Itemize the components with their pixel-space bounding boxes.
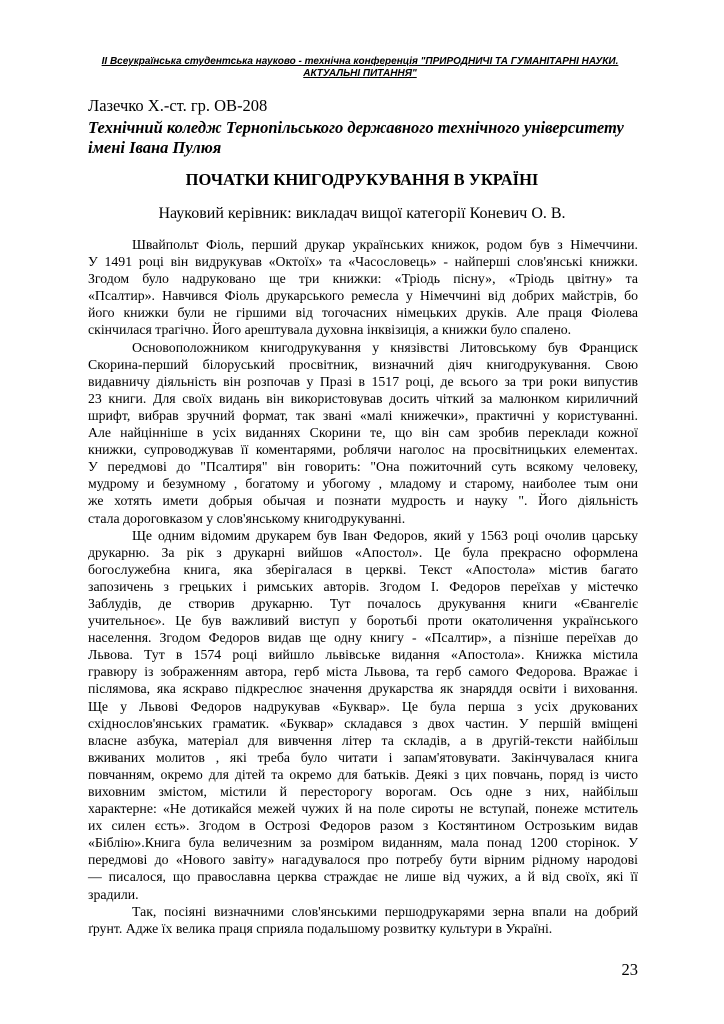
text-line: же хотять имети добрыя обычая и познати мудрость и науку ". Його діяльність	[88, 493, 638, 509]
text-line: характерне: «Не дотикайся межей чужих й на поле сироты не вступай, понеже мститель	[88, 801, 638, 817]
text-line: Заблудів, де створив друкарню. Тут почалось друкування книги «Євангеліє	[88, 595, 638, 611]
text-line: друкарню. За рік з друкарні вийшов «Апостол». Це була прекрасно оформлена	[88, 544, 638, 560]
article-title: ПОЧАТКИ КНИГОДРУКУВАННЯ В УКРАЇНІ	[185, 170, 539, 189]
text-line: стала дороговказом у слов'янському книгодрукуванні.	[88, 510, 406, 526]
text-line: книжки, супроводжував її коментарями, роблячи наголос на просвітницьких елементах.	[88, 442, 638, 458]
page-number: 23	[621, 960, 638, 979]
author-line: Лазечко Х.-ст. гр. ОВ-208	[88, 96, 268, 115]
text-line: вживаних молитов , які треба було читати і запам'ятовувати. Закінчувалася книга	[88, 749, 638, 765]
text-line: богослужебна книга, яка зберігалася в церкві. Текст «Апостола» містив багато	[88, 561, 638, 577]
text-line: 23 книги. Для своїх видань він використовував досить чіткий за малюнком кириличний	[88, 390, 638, 406]
text-line: його книжки були не гіршими від тогочасних німецьких друків. Але праця Фіолева	[88, 305, 638, 321]
supervisor-line: Науковий керівник: викладач вищої категорії Коневич О. В.	[158, 205, 566, 222]
college-line-2: імені Івана Пулюя	[88, 138, 222, 157]
text-line: учительноє». Це був важливий виступ у боротьбі проти окатоличення українського	[88, 613, 638, 629]
text-line: мудрому и безумному , богатому и убогому , младому и старому, наиболее тым они	[88, 476, 638, 492]
text-line: Основоположником книгодрукування у князівстві Литовському був Франциск	[132, 339, 638, 355]
conference-header-line-2: АКТУАЛЬНІ ПИТАННЯ"	[303, 68, 417, 79]
text-line: Скорина-перший білоруський просвітник, визначний діяч книгодрукування. Свою	[88, 356, 638, 372]
text-line: Швайпольт Фіоль, перший друкар українських книжок, родом був з Німеччини.	[132, 237, 638, 252]
text-line: «Псалтир». Навчився Фіоль друкарського ремесла у Німеччині від добрих майстрів, бо	[88, 288, 638, 304]
text-line: У передмові до "Псалтиря" він говорить: "Она пожиточний суть всякому человеку,	[88, 459, 638, 475]
text-line: Львова. Тут в 1574 році вийшло львівське видання «Апостола». Книжка містила	[88, 647, 638, 663]
text-line: Ще одним відомим друкарем був Іван Федоров, який у 1563 році очолив царську	[132, 527, 638, 543]
text-line: населення. Згодом Федоров видав ще одну книгу - «Псалтир», а пізніше переїхав до	[88, 630, 638, 646]
text-line: шрифт, вибрав зручний формат, так звані «малі книжечки», практичні у користуванні.	[88, 407, 638, 423]
paragraph	[88, 339, 638, 527]
article-body	[88, 236, 638, 937]
paragraph	[88, 903, 638, 937]
text-line: видавничу діяльність він розпочав у Празі в 1517 році, де всього за три роки випустив	[88, 373, 638, 389]
text-line: зрадили.	[88, 886, 139, 902]
conference-header-line-1: ІІ Всеукраїнська студентська науково - технічна конференція "ПРИРОДНИЧІ ТА ГУМАНІТАРНІ НАУКИ.	[101, 56, 619, 67]
text-line: Так, посіяні визначними слов'янськими першодрукарями зерна впали на добрий	[132, 903, 638, 919]
text-line: «Біблію».Книга була величезним за розміром виданням, мала понад 1200 сторінок. У	[88, 835, 638, 851]
paragraph	[88, 527, 638, 903]
conference-header	[100, 56, 620, 80]
college-line-1: Технічний коледж Тернопільського державного технічного університету	[88, 118, 624, 137]
text-line: ґрунт. Адже їх велика праця сприяла подальшому розвитку культури в Україні.	[88, 920, 553, 936]
text-line: их силен єсть». Згодом в Острозі Федоров разом з Костянтином Острозьким видав	[88, 818, 638, 834]
text-line: власне азбука, матеріал для вивчення літер та складів, а в другій-тексти найбільш	[88, 732, 638, 748]
college-affiliation	[88, 118, 648, 158]
text-line: — писалося, що православна церква страждає не лише від чужих, а й від своїх, які її	[88, 869, 638, 885]
text-line: скінчилася трагічно. Його арештувала духовна інквізиція, а книжки було спалено.	[88, 322, 572, 338]
text-line: Згодом було надруковано ще три книжки: «Тріодь пісну», «Тріодь цвітну» та	[88, 271, 638, 287]
text-line: передмові до «Нового завіту» нагадувалося про потребу бути вірним рідному народові	[88, 852, 638, 868]
text-line: післямова, яка яскраво підкреслює значення друкарства як знаряддя освіти і виховання.	[88, 681, 638, 697]
text-line: Але найцінніше в усіх виданнях Скорини те, що він сам зробив переклади кожної	[88, 425, 638, 441]
text-line: запозичень з грецьких і римських авторів. Згодом І. Федоров переїхав у містечко	[88, 578, 638, 594]
text-line: східнослов'янських граматик. «Буквар» складався з двох частин. У першій вміщені	[88, 715, 638, 731]
text-line: повчанням, окремо для дітей та окремо для батьків. Деякі з цих повчань, поряд із чисто	[88, 766, 638, 782]
text-line: гравюру із зображенням автора, герб міста Львова, та герб самого Федорова. Вражає і	[88, 664, 638, 680]
paragraph	[88, 236, 638, 339]
text-line: У 1491 році він видрукував «Октоїх» та «Часословець» - найперші слов'янські книжки.	[88, 254, 638, 270]
text-line: Ще у Львові Федоров надрукував «Буквар». Це була перша з усіх друкованих	[88, 698, 638, 714]
text-line: виховним змістом, містили й пересторогу ворогам. Ось одне з них, найбільш	[88, 784, 638, 799]
